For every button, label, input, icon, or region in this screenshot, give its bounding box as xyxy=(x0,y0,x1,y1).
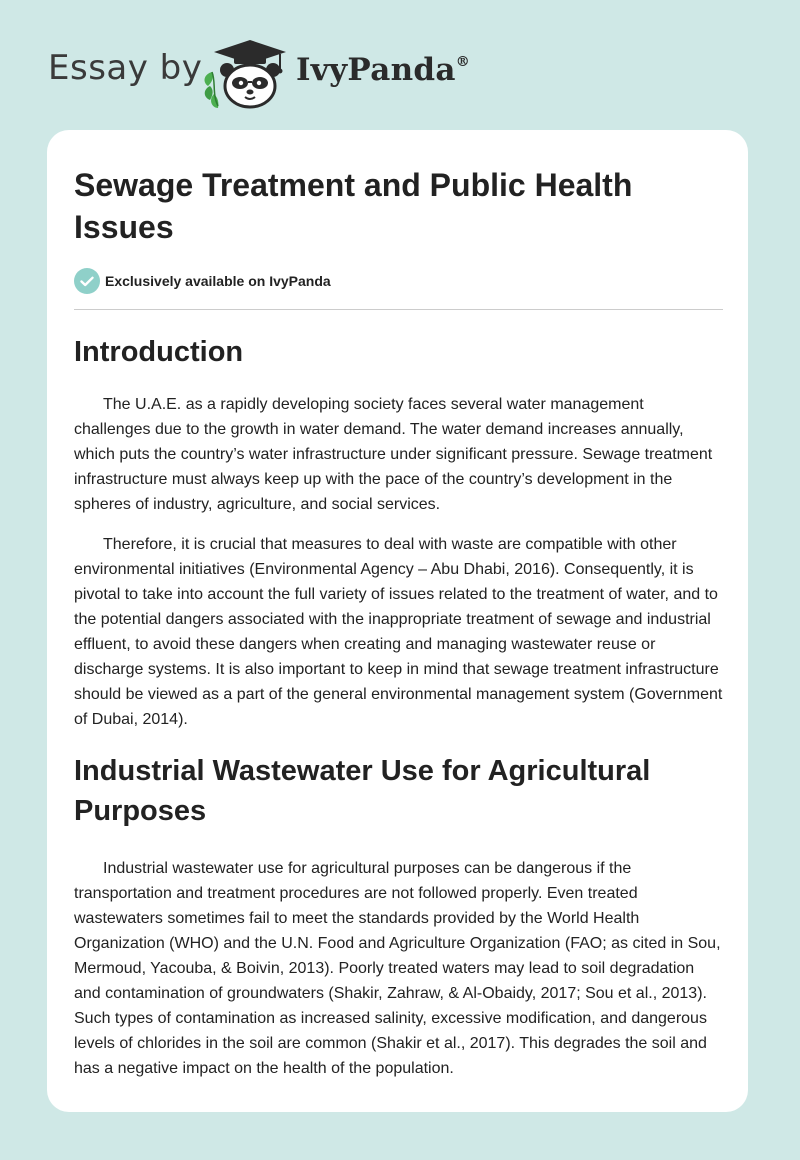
section-heading-industrial-wastewater: Industrial Wastewater Use for Agricultural Purposes xyxy=(74,755,651,827)
title-divider xyxy=(74,309,723,310)
site-header xyxy=(0,0,800,130)
trademark-symbol: ® xyxy=(455,54,471,70)
paragraph: The U.A.E. as a rapidly developing society faces several water management challenges due to the growth in water demand. The water demand increases annually, which puts the country’s water infrastructure under significant pressure. Sewage treatment infrastructure must always keep up with the pace of the country’s development in the spheres of industry, agriculture, and social services. xyxy=(74,396,713,513)
essay-content xyxy=(74,164,724,1081)
brand-name-text: IvyPanda xyxy=(296,52,456,88)
essay-by-label: Essay by xyxy=(48,48,203,88)
check-icon xyxy=(74,268,100,294)
section-heading-introduction: Introduction xyxy=(74,336,244,368)
brand-name[interactable] xyxy=(296,52,470,88)
paragraph: Therefore, it is crucial that measures to deal with waste are compatible with other environmental initiatives (Environmental Agency – Abu Dhabi, 2016). Consequently, it is pivotal to take into account the full variety of issues related to the treatment of water, and to the potential dangers associated with the inappropriate treatment of sewage and industrial effluent, to avoid these dangers when creating and managing wastewater reuse or discharge systems. It is also important to keep in mind that sewage treatment infrastructure should be viewed as a part of the general environmental management system (Government of Dubai, 2014). xyxy=(74,536,723,728)
exclusive-badge-text: Exclusively available on IvyPanda xyxy=(105,273,331,289)
exclusive-badge xyxy=(74,268,724,294)
paragraph: Industrial wastewater use for agricultural purposes can be dangerous if the transportation and treatment procedures are not followed properly. Even treated wastewaters sometimes fail to meet the standards provided by the World Health Organization (WHO) and the U.N. Food and Agriculture Organization (FAO; as cited in Sou, Mermoud, Yacouba, & Boivin, 2013). Poorly treated waters may lead to soil degradation and contamination of groundwaters (Shakir, Zahraw, & Al-Obaidy, 2017; Sou et al., 2013). Such types of contamination as increased salinity, excessive modification, and dangerous levels of chlorides in the soil are common (Shakir et al., 2017). This degrades the soil and has a negative impact on the health of the population. xyxy=(74,860,721,1077)
page-title: Sewage Treatment and Public Health Issues xyxy=(74,167,633,245)
panda-graduate-icon[interactable] xyxy=(200,36,292,110)
essay-card xyxy=(47,130,748,1112)
